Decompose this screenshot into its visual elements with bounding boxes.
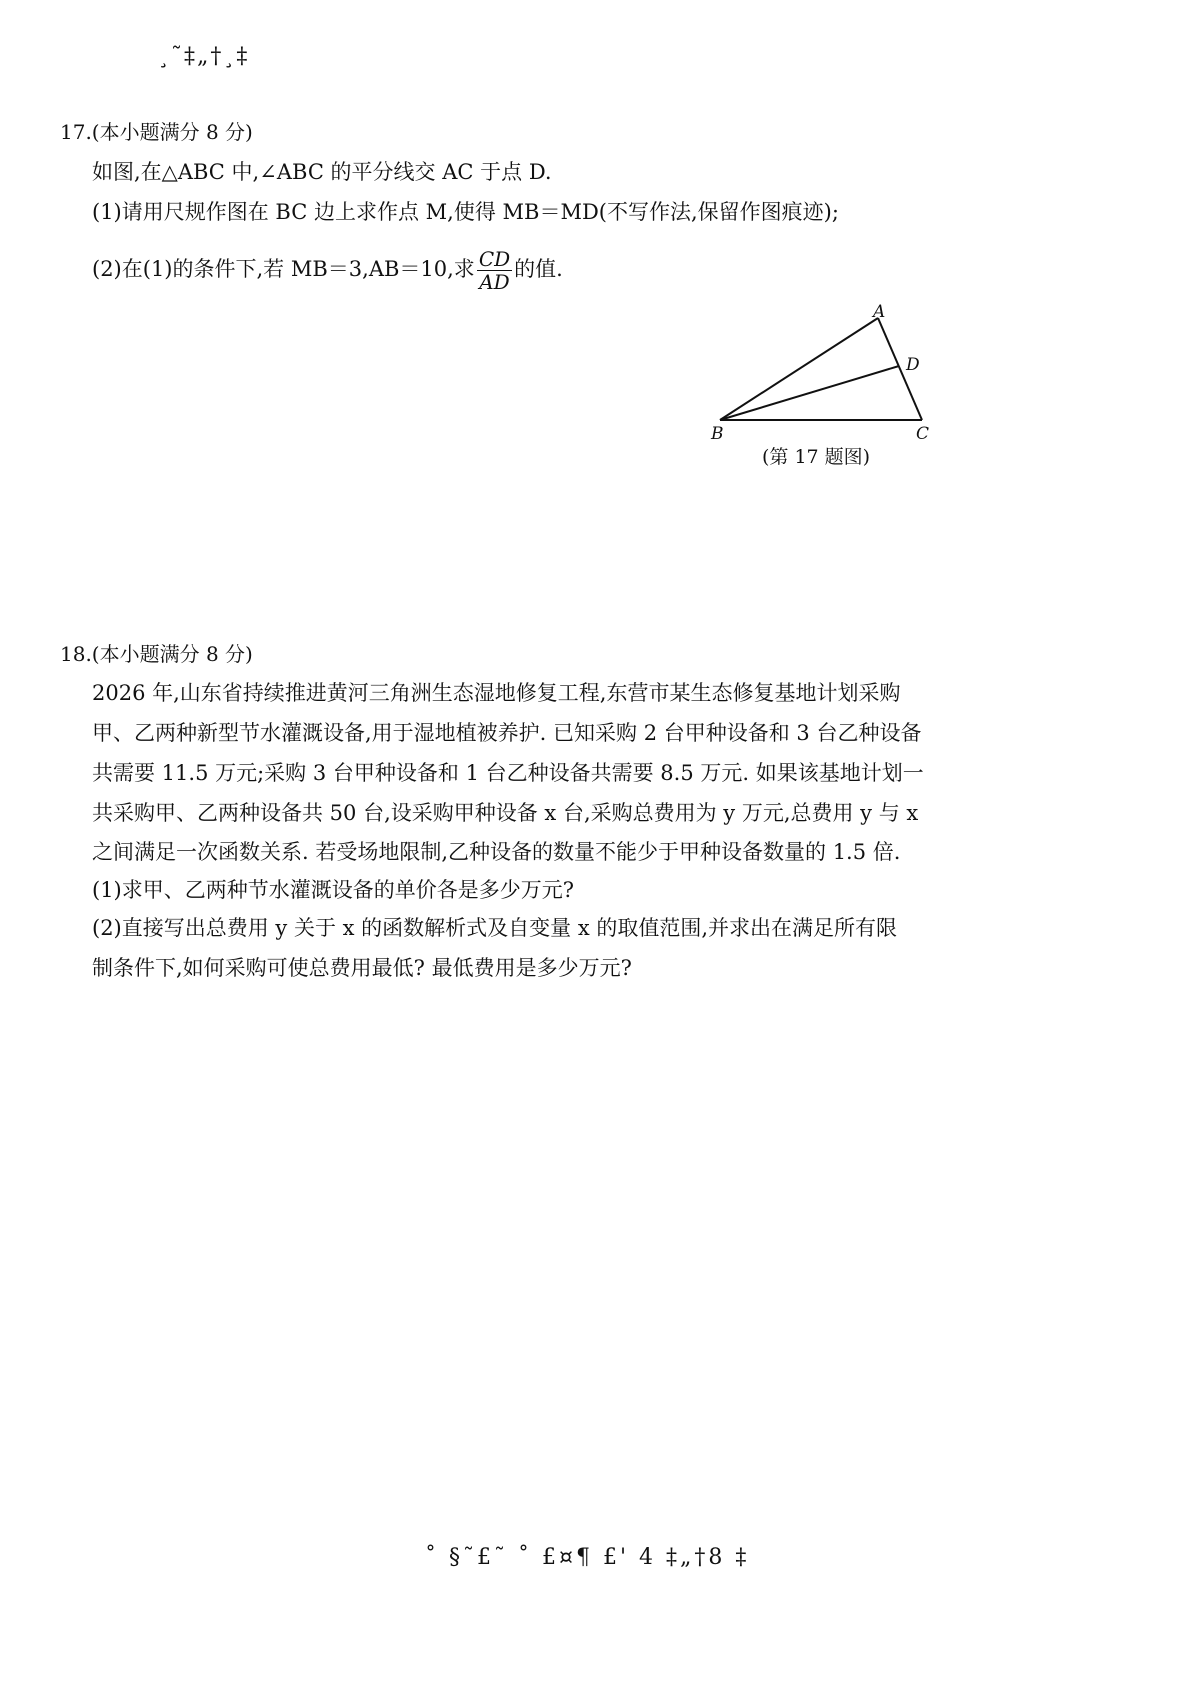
page-footer-garbled: ˚ §˜£˜ ˚ £¤¶ £' 4 ‡„†8 ‡ [425, 1545, 750, 1570]
question-18-part1: (1)求甲、乙两种节水灌溉设备的单价各是多少万元? [92, 878, 575, 902]
figure-caption: (第 17 题图) [762, 446, 871, 468]
question-17-part2-prefix: (2)在(1)的条件下,若 MB＝3,AB＝10,求 [92, 257, 475, 281]
fraction-numerator: CD [478, 247, 511, 271]
vertex-label-a: A [873, 302, 886, 322]
vertex-label-c: C [916, 424, 930, 444]
vertex-label-b: B [711, 424, 724, 444]
triangle-abc-figure [700, 295, 960, 445]
question-18-line: 共采购甲、乙两种设备共 50 台,设采购甲种设备 x 台,采购总费用为 y 万元,总费用 y 与 x [92, 801, 919, 825]
page-header-garbled: ¸˜‡„†¸‡ [158, 44, 250, 69]
question-17-part1: (1)请用尺规作图在 BC 边上求作点 M,使得 MB＝MD(不写作法,保留作图痕迹); [92, 200, 839, 224]
question-18-part2: (2)直接写出总费用 y 关于 x 的函数解析式及自变量 x 的取值范围,并求出在满足所有限 [92, 916, 898, 940]
point-label-d: D [906, 355, 920, 375]
fraction-denominator: AD [479, 270, 510, 294]
side-ab [720, 318, 878, 420]
question-18-heading: 18.(本小题满分 8 分) [60, 642, 253, 666]
question-17-part2-suffix: 的值. [514, 257, 563, 281]
question-17-intro: 如图,在△ABC 中,∠ABC 的平分线交 AC 于点 D. [92, 160, 552, 184]
bisector-bd [720, 366, 899, 420]
question-18-line: 之间满足一次函数关系. 若受场地限制,乙种设备的数量不能少于甲种设备数量的 1.5 倍. [92, 840, 901, 864]
question-17-heading: 17.(本小题满分 8 分) [60, 120, 253, 144]
cd-over-ad-fraction [477, 248, 512, 293]
question-18-line: 共需要 11.5 万元;采购 3 台甲种设备和 1 台乙种设备共需要 8.5 万元. 如果该基地计划一 [92, 761, 924, 785]
question-18-part2-cont: 制条件下,如何采购可使总费用最低? 最低费用是多少万元? [92, 956, 632, 980]
question-17-part2 [92, 248, 563, 293]
question-18-line: 甲、乙两种新型节水灌溉设备,用于湿地植被养护. 已知采购 2 台甲种设备和 3 台乙种设备 [92, 721, 922, 745]
question-18-line: 2026 年,山东省持续推进黄河三角洲生态湿地修复工程,东营市某生态修复基地计划采购 [92, 681, 901, 705]
